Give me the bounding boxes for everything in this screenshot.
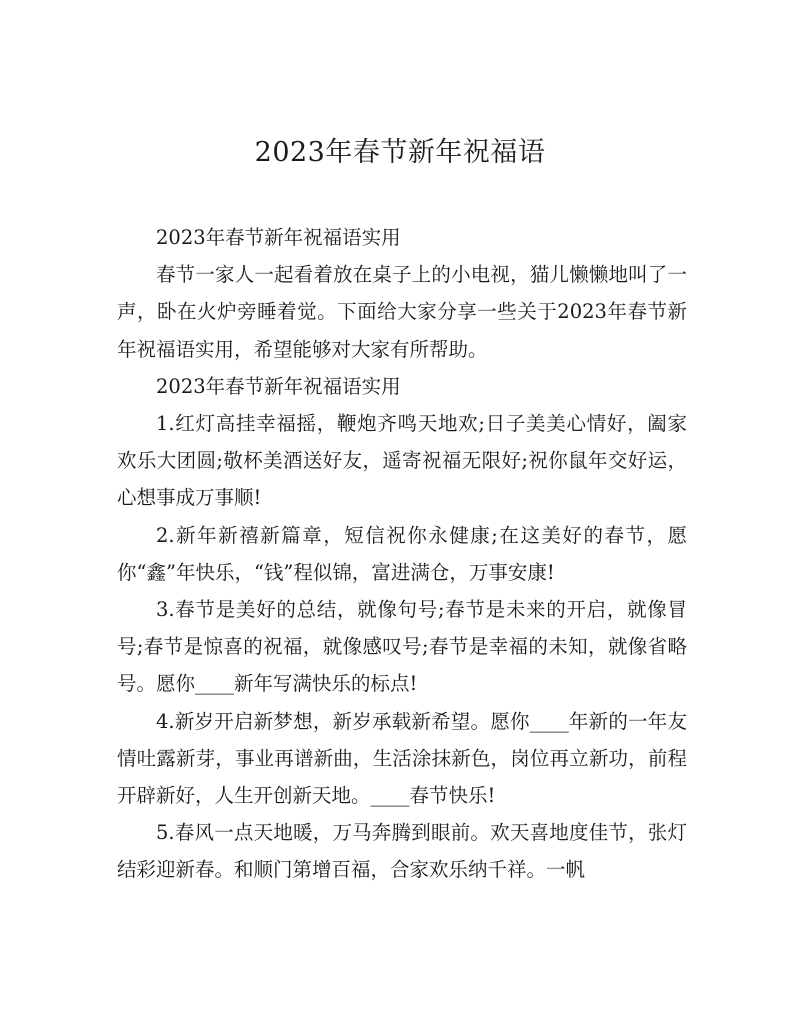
paragraph-greeting-1: 1.红灯高挂幸福摇，鞭炮齐鸣天地欢;日子美美心情好，阖家欢乐大团圆;敬杯美酒送好友，遥寄祝福无限好;祝你鼠年交好运，心想事成万事顺!	[117, 412, 687, 510]
paragraph-greeting-5: 5.春风一点天地暖，万马奔腾到眼前。欢天喜地度佳节，张灯结彩迎新春。和顺门第增百福，合家欢乐纳千祥。一帆	[117, 821, 687, 882]
paragraph-subtitle: 2023年春节新年祝福语实用	[156, 226, 401, 249]
paragraph-intro: 春节一家人一起看着放在桌子上的小电视，猫儿懒懒地叫了一声，卧在火炉旁睡着觉。下面给大家分享一些关于2023年春节新年祝福语实用，希望能够对大家有所帮助。	[117, 263, 687, 361]
document-body	[117, 219, 687, 889]
paragraph-greeting-3: 3.春节是美好的总结，就像句号;春节是未来的开启，就像冒号;春节是惊喜的祝福，就像感叹号;春节是幸福的未知，就像省略号。愿你____新年写满快乐的标点!	[117, 598, 687, 696]
paragraph-greeting-2: 2.新年新禧新篇章，短信祝你永健康;在这美好的春节，愿你“鑫”年快乐，“钱”程似锦，富进满仓，万事安康!	[117, 523, 687, 584]
paragraph-section-heading: 2023年春节新年祝福语实用	[156, 374, 401, 398]
document-title: 2023年春节新年祝福语	[254, 137, 546, 168]
paragraph-greeting-4: 4.新岁开启新梦想，新岁承载新希望。愿你____年新的一年友情吐露新芽，事业再谱新曲，生活涂抹新色，岗位再立新功，前程开辟新好，人生开创新天地。____春节快乐!	[117, 709, 687, 808]
